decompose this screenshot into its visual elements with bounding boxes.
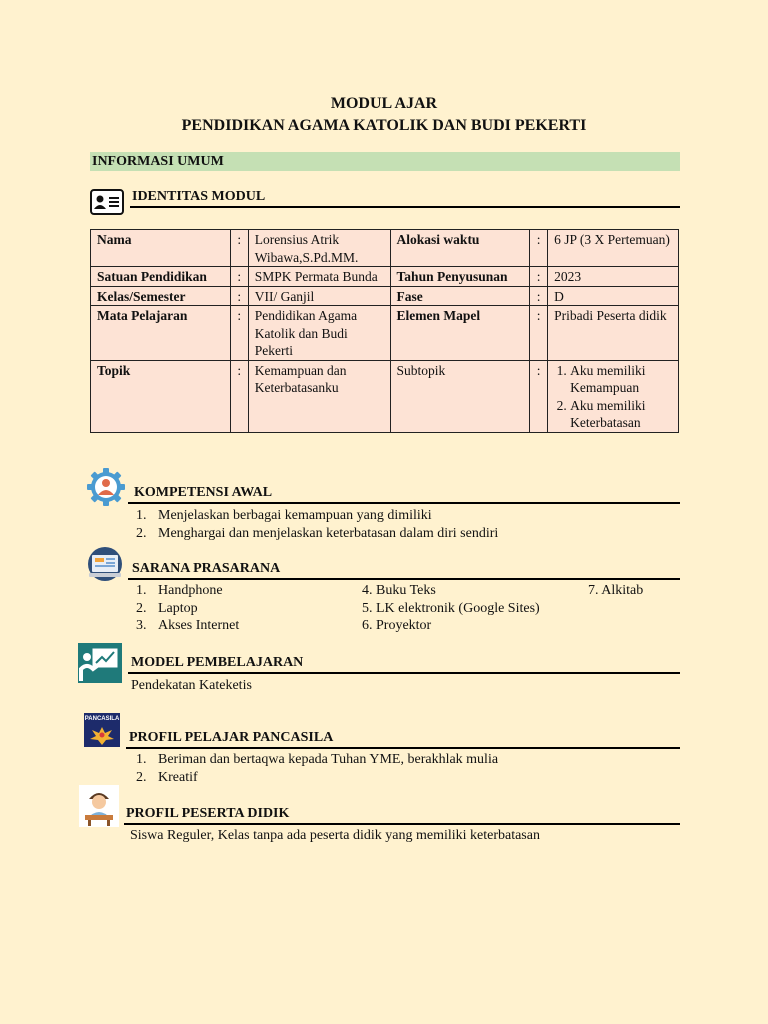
- label-satuan-pendidikan: Satuan Pendidikan: [91, 267, 231, 287]
- colon: :: [230, 230, 248, 267]
- value-tahun-penyusunan: 2023: [548, 267, 679, 287]
- value-kelas-semester: VII/ Ganjil: [248, 286, 390, 306]
- laptop-icon: [86, 547, 124, 588]
- value-satuan-pendidikan: SMPK Permata Bunda: [248, 267, 390, 287]
- kompetensi-rule: [128, 502, 680, 504]
- profil-peserta-didik-heading: PROFIL PESERTA DIDIK: [126, 806, 290, 821]
- item-number: 1.: [136, 508, 147, 523]
- pancasila-logo-badge: [84, 713, 120, 747]
- student-icon: [79, 785, 119, 832]
- value-topik: Kemampuan dan Keterbatasanku: [248, 360, 390, 432]
- list-item: 2. Aku memiliki Keterbatasan: [570, 397, 672, 432]
- kompetensi-awal-heading: KOMPETENSI AWAL: [134, 485, 273, 500]
- label-mata-pelajaran: Mata Pelajaran: [91, 306, 231, 361]
- table-row: [91, 230, 679, 267]
- profil-pelajar-pancasila-heading: PROFIL PELAJAR PANCASILA: [129, 730, 334, 745]
- list-item: [136, 525, 498, 543]
- list-item: [136, 507, 498, 525]
- subtopik-list: [554, 362, 672, 432]
- colon: :: [530, 267, 548, 287]
- colon: :: [230, 306, 248, 361]
- informasi-umum-bar: INFORMASI UMUM: [90, 152, 680, 171]
- value-subtopik: [548, 360, 679, 432]
- value-elemen-mapel: Pribadi Peserta didik: [548, 306, 679, 361]
- model-rule: [128, 672, 680, 674]
- identitas-modul-heading: IDENTITAS MODUL: [132, 189, 266, 204]
- colon: :: [530, 230, 548, 267]
- value-mata-pelajaran: Pendidikan Agama Katolik dan Budi Pekerti: [248, 306, 390, 361]
- table-row: [91, 306, 679, 361]
- peserta-text: Siswa Reguler, Kelas tanpa ada peserta didik yang memiliki keterbatasan: [130, 828, 540, 843]
- list-item: 4. Buku Teks: [362, 583, 436, 598]
- sarana-rule: [128, 578, 680, 580]
- list-item: [136, 600, 239, 618]
- table-row: [91, 360, 679, 432]
- item-number: 2.: [136, 769, 147, 785]
- label-elemen-mapel: Elemen Mapel: [390, 306, 530, 361]
- label-tahun-penyusunan: Tahun Penyusunan: [390, 267, 530, 287]
- item-number: 2.: [136, 525, 147, 541]
- pancasila-rule: [126, 747, 680, 749]
- table-row: [91, 267, 679, 287]
- item-number: 1.: [136, 752, 147, 767]
- label-subtopik: Subtopik: [390, 360, 530, 432]
- item-text: Menghargai dan menjelaskan keterbatasan dalam diri sendiri: [158, 525, 499, 541]
- value-nama: Lorensius Atrik Wibawa,S.Pd.MM.: [248, 230, 390, 267]
- identitas-rule: [130, 206, 680, 208]
- item-text: Beriman dan bertaqwa kepada Tuhan YME, berakhlak mulia: [158, 752, 499, 767]
- colon: :: [230, 360, 248, 432]
- model-pembelajaran-heading: MODEL PEMBELAJARAN: [131, 655, 304, 670]
- kompetensi-list: [136, 507, 498, 542]
- list-item: 7. Alkitab: [588, 583, 644, 598]
- colon: :: [530, 306, 548, 361]
- value-alokasi-waktu: 6 JP (3 X Pertemuan): [548, 230, 679, 267]
- item-text: Akses Internet: [158, 618, 240, 633]
- sarana-column-2: [362, 582, 540, 635]
- item-text: Laptop: [158, 600, 198, 616]
- table-row: [91, 286, 679, 306]
- colon: :: [230, 286, 248, 306]
- document-title-line1: MODUL AJAR: [330, 95, 438, 112]
- list-item: [136, 582, 239, 600]
- label-fase: Fase: [390, 286, 530, 306]
- label-nama: Nama: [91, 230, 231, 267]
- list-item: 6. Proyektor: [362, 618, 432, 633]
- colon: :: [530, 360, 548, 432]
- list-item: 1. Aku memiliki Kemampuan: [570, 362, 672, 397]
- colon: :: [230, 267, 248, 287]
- peserta-rule: [124, 823, 680, 825]
- label-topik: Topik: [91, 360, 231, 432]
- item-text: Kreatif: [158, 769, 198, 785]
- list-item: [136, 769, 498, 787]
- pancasila-list: [136, 751, 498, 786]
- list-item: 5. LK elektronik (Google Sites): [362, 600, 540, 616]
- sarana-column-3: [588, 582, 643, 600]
- label-kelas-semester: Kelas/Semester: [91, 286, 231, 306]
- model-text: Pendekatan Kateketis: [131, 678, 252, 693]
- id-card-icon: [90, 189, 124, 220]
- pancasila-logo: [84, 713, 120, 747]
- item-text: Handphone: [158, 583, 223, 598]
- colon: :: [530, 286, 548, 306]
- item-number: 3.: [136, 618, 147, 633]
- document-title-line2: PENDIDIKAN AGAMA KATOLIK DAN BUDI PEKERTI: [181, 117, 587, 134]
- sarana-column-1: [136, 582, 239, 635]
- list-item: [136, 617, 239, 635]
- value-fase: D: [548, 286, 679, 306]
- teacher-board-icon: [78, 643, 122, 688]
- item-number: 2.: [136, 600, 147, 616]
- identitas-table: [90, 229, 679, 433]
- label-alokasi-waktu: Alokasi waktu: [390, 230, 530, 267]
- list-item: [136, 751, 498, 769]
- pancasila-logo-text: PANCASILA: [84, 716, 120, 722]
- item-text: Menjelaskan berbagai kemampuan yang dimiliki: [158, 508, 432, 523]
- gear-user-icon: [86, 467, 126, 512]
- sarana-prasarana-heading: SARANA PRASARANA: [132, 561, 281, 576]
- item-number: 1.: [136, 583, 147, 598]
